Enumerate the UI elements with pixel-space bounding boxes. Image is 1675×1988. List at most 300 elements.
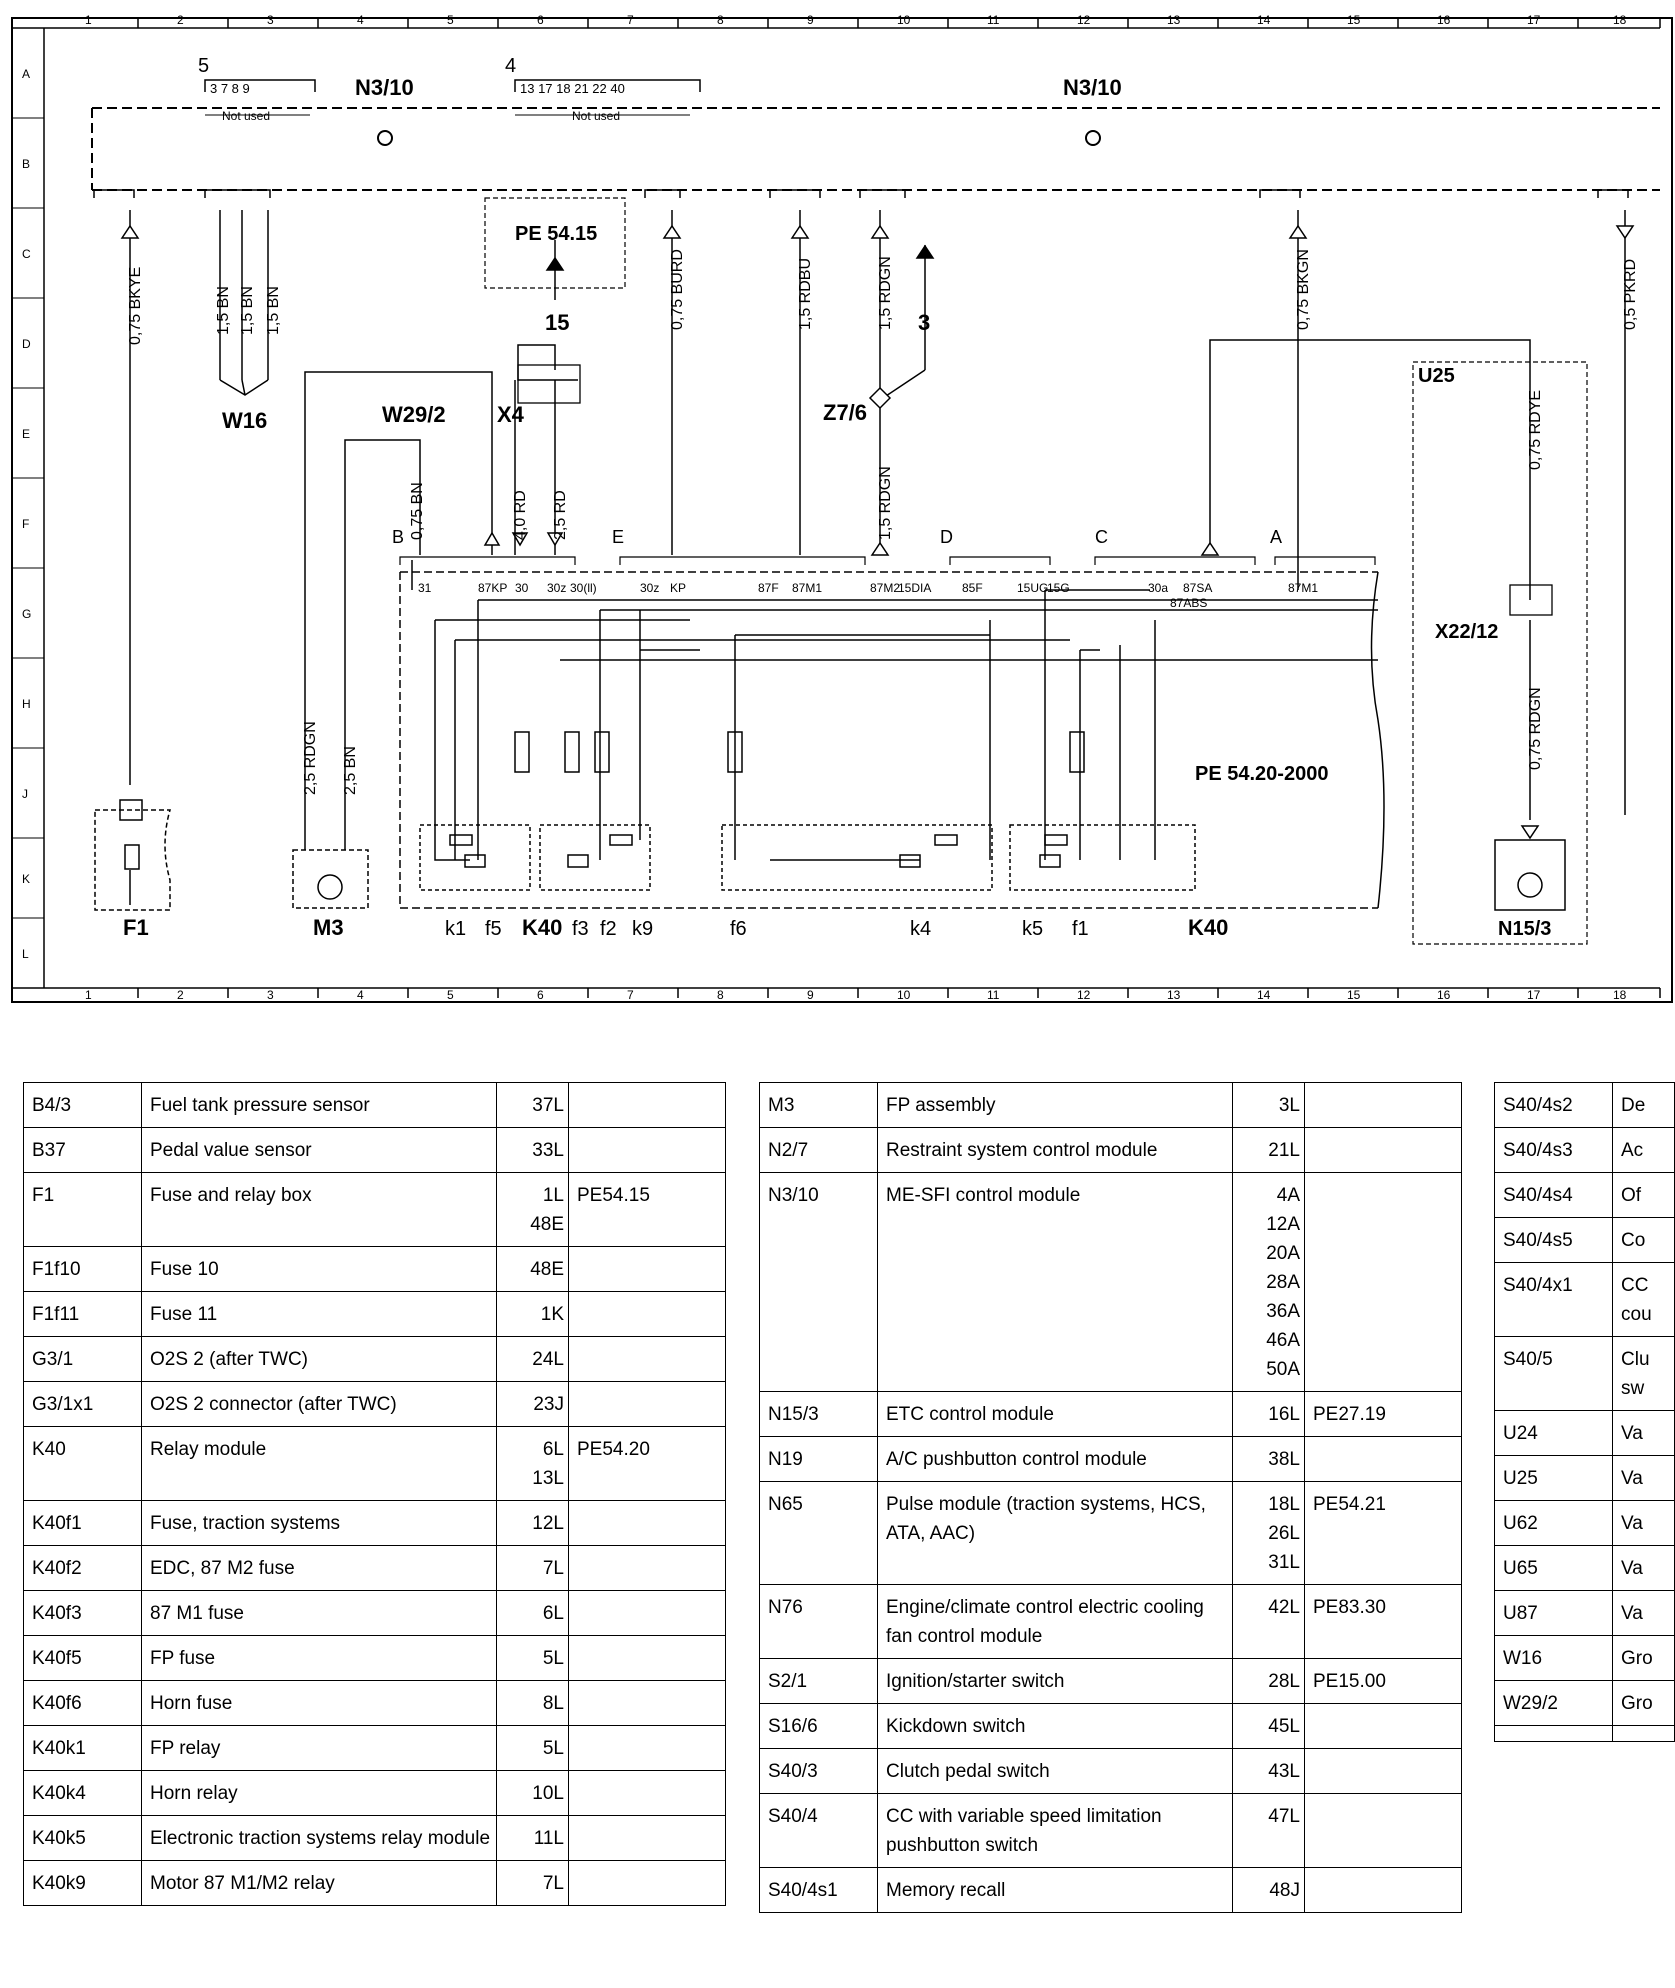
- legend-code: K40: [24, 1427, 142, 1501]
- legend-desc: CC cou: [1613, 1263, 1675, 1337]
- ruler-col-8: 8: [717, 13, 724, 27]
- legend-loc: 23J: [497, 1382, 569, 1427]
- relay-f3: f3: [572, 918, 589, 940]
- legend-row: [24, 1382, 726, 1427]
- conn-letter-e: E: [612, 527, 625, 547]
- legend-row: [1495, 1411, 1675, 1456]
- relay-f2: f2: [600, 918, 617, 940]
- wire-label-w5: 0,75 BURD: [669, 249, 686, 330]
- legend-loc: 21L: [1233, 1128, 1305, 1173]
- legend-code: U87: [1495, 1591, 1613, 1636]
- u25-box: [1413, 362, 1587, 944]
- relay-k4: k4: [910, 918, 932, 940]
- legend-code: K40f6: [24, 1681, 142, 1726]
- legend-loc: 24L: [497, 1337, 569, 1382]
- legend-loc: 4A 12A 20A 28A 36A 46A 50A: [1233, 1173, 1305, 1392]
- wire-label-w3: 1,5 BN: [239, 286, 256, 335]
- legend-code: U25: [1495, 1456, 1613, 1501]
- terminal-t30ll: 30(ll): [570, 581, 597, 595]
- wire-label-w6: 1,5 RDBU: [797, 257, 814, 330]
- terminal-t87f: 87F: [758, 581, 779, 595]
- legend-row: [24, 1861, 726, 1906]
- legend-ref: [1305, 1128, 1462, 1173]
- n3-10-module: [92, 80, 1660, 198]
- legend-desc: O2S 2 (after TWC): [142, 1337, 497, 1382]
- legend-row: [1495, 1726, 1675, 1742]
- legend-loc: 6L: [497, 1591, 569, 1636]
- legend-code: K40k5: [24, 1816, 142, 1861]
- ruler-col-16: 16: [1437, 988, 1451, 1002]
- ruler-col-2: 2: [177, 13, 184, 27]
- legend-row: [1495, 1456, 1675, 1501]
- legend-loc: 12L: [497, 1501, 569, 1546]
- wire-label-w15: 0,75 RDGN: [1527, 687, 1544, 770]
- legend-row: [24, 1591, 726, 1636]
- ruler-row-G: G: [22, 607, 32, 621]
- ruler-col-5: 5: [447, 988, 454, 1002]
- relay-f1: f1: [1072, 918, 1089, 940]
- k40-label-b: K40: [1188, 915, 1229, 940]
- legend-row: [24, 1726, 726, 1771]
- z7-6-label: Z7/6: [823, 400, 868, 425]
- legend-desc: FP fuse: [142, 1636, 497, 1681]
- legend-ref: PE27.19: [1305, 1392, 1462, 1437]
- ruler-col-6: 6: [537, 988, 544, 1002]
- legend-desc: De: [1613, 1083, 1675, 1128]
- w16-label: W16: [222, 408, 268, 433]
- legend-desc: EDC, 87 M2 fuse: [142, 1546, 497, 1591]
- ruler-col-15: 15: [1347, 13, 1361, 27]
- pe-54-15-ref: PE 54.15: [515, 223, 598, 245]
- legend-loc: 5L: [497, 1636, 569, 1681]
- legend-row: [760, 1659, 1462, 1704]
- ruler-row-K: K: [22, 872, 31, 886]
- legend-desc: Horn fuse: [142, 1681, 497, 1726]
- legend-code: K40f1: [24, 1501, 142, 1546]
- legend-loc: 38L: [1233, 1437, 1305, 1482]
- ruler-col-11: 11: [987, 988, 1000, 1002]
- legend-desc: Pulse module (traction systems, HCS, ATA, AAC): [878, 1482, 1233, 1585]
- legend-code: K40f3: [24, 1591, 142, 1636]
- legend-desc: Horn relay: [142, 1771, 497, 1816]
- wiring-diagram: [0, 0, 1648, 1010]
- legend-desc: Fuse 10: [142, 1247, 497, 1292]
- legend-row: [760, 1083, 1462, 1128]
- terminal-t31: 31: [418, 581, 432, 595]
- legend-code: B37: [24, 1128, 142, 1173]
- legend-code: N2/7: [760, 1128, 878, 1173]
- legend-row: [1495, 1591, 1675, 1636]
- legend-code: S40/4x1: [1495, 1263, 1613, 1337]
- legend-ref: [1305, 1173, 1462, 1392]
- legend-row: [760, 1392, 1462, 1437]
- ruler-col-13: 13: [1167, 988, 1181, 1002]
- legend-row: [24, 1501, 726, 1546]
- legend-code: K40f2: [24, 1546, 142, 1591]
- legend-code: S2/1: [760, 1659, 878, 1704]
- legend-row: [24, 1292, 726, 1337]
- ruler-col-10: 10: [897, 13, 911, 27]
- legend-ref: [1305, 1704, 1462, 1749]
- legend-desc: Clutch pedal switch: [878, 1749, 1233, 1794]
- legend-ref: [569, 1382, 726, 1427]
- wire-label-w16: 2,5 RDGN: [302, 721, 319, 795]
- legend-row: [24, 1546, 726, 1591]
- conn-letter-c: C: [1095, 527, 1108, 547]
- f1-fuse-box: [95, 800, 170, 910]
- legend-loc: 1K: [497, 1292, 569, 1337]
- ruler-col-18: 18: [1613, 988, 1627, 1002]
- legend-code: F1f11: [24, 1292, 142, 1337]
- legend-desc: Fuse, traction systems: [142, 1501, 497, 1546]
- terminal-t30a2: 30a: [1148, 581, 1169, 595]
- ruler-col-9: 9: [807, 988, 814, 1002]
- legend-desc: ETC control module: [878, 1392, 1233, 1437]
- legend-row: [1495, 1636, 1675, 1681]
- relay-k1: k1: [445, 918, 467, 940]
- terminal-t87sa: 87SA: [1183, 581, 1213, 595]
- legend-code: S40/4s2: [1495, 1083, 1613, 1128]
- legend-loc: 10L: [497, 1771, 569, 1816]
- legend-row: [760, 1704, 1462, 1749]
- k40-label-a: K40: [522, 915, 563, 940]
- terminal-t30z2: 30z: [640, 581, 660, 595]
- ruler-col-1: 1: [85, 13, 92, 27]
- legend-code: N65: [760, 1482, 878, 1585]
- legend-desc: [1613, 1726, 1675, 1742]
- ruler-col-4: 4: [357, 988, 364, 1002]
- legend-ref: [569, 1247, 726, 1292]
- legend-desc: 87 M1 fuse: [142, 1591, 497, 1636]
- legend-ref: PE54.21: [1305, 1482, 1462, 1585]
- ruler-col-16: 16: [1437, 13, 1451, 27]
- legend-ref: [569, 1726, 726, 1771]
- legend-code: S40/4s3: [1495, 1128, 1613, 1173]
- legend-desc: Restraint system control module: [878, 1128, 1233, 1173]
- legend-table-1: [23, 1082, 726, 1906]
- pin-group-2: 13 17 18 21 22 40: [520, 81, 625, 96]
- terminal-t85f: 85F: [962, 581, 983, 595]
- legend-row: [1495, 1546, 1675, 1591]
- legend-desc: Va: [1613, 1456, 1675, 1501]
- legend-loc: 6L 13L: [497, 1427, 569, 1501]
- legend-code: G3/1x1: [24, 1382, 142, 1427]
- legend-ref: [1305, 1437, 1462, 1482]
- legend-row: [24, 1636, 726, 1681]
- wire-label-w9: 0,5 PKRD: [1622, 258, 1639, 330]
- legend-code: W29/2: [1495, 1681, 1613, 1726]
- legend-row: [24, 1128, 726, 1173]
- legend-row: [760, 1794, 1462, 1868]
- legend-code: F1: [24, 1173, 142, 1247]
- wire-label-w8: 0,75 BKGN: [1295, 249, 1312, 330]
- legend-desc: Ignition/starter switch: [878, 1659, 1233, 1704]
- legend-code: N3/10: [760, 1173, 878, 1392]
- ruler-col-4: 4: [357, 13, 364, 27]
- legend-loc: 1L 48E: [497, 1173, 569, 1247]
- ruler-col-3: 3: [267, 988, 274, 1002]
- ruler-col-10: 10: [897, 988, 911, 1002]
- f1-label: F1: [123, 915, 149, 940]
- legend-desc: Relay module: [142, 1427, 497, 1501]
- relay-k9: k9: [632, 918, 654, 940]
- x22-12-connector: [1510, 585, 1552, 615]
- legend-code: U62: [1495, 1501, 1613, 1546]
- terminal-t30z: 30z: [547, 581, 567, 595]
- ruler-row-C: C: [22, 247, 31, 261]
- ruler-row-D: D: [22, 337, 31, 351]
- pin-group-1: 3 7 8 9: [210, 81, 250, 96]
- legend-code: N19: [760, 1437, 878, 1482]
- m3-label: M3: [313, 915, 344, 940]
- conn-letter-b: B: [392, 527, 405, 547]
- wire-label-w12: 2,5 RD: [552, 490, 569, 540]
- connector-5-top: 5: [198, 55, 210, 77]
- ruler-col-17: 17: [1527, 13, 1541, 27]
- relay-k5: k5: [1022, 918, 1044, 940]
- ruler-row-L: L: [22, 947, 29, 961]
- legend-row: [1495, 1501, 1675, 1546]
- legend-loc: 7L: [497, 1861, 569, 1906]
- legend-desc: ME-SFI control module: [878, 1173, 1233, 1392]
- legend-ref: [569, 1546, 726, 1591]
- conn-letter-a: A: [1270, 527, 1283, 547]
- ruler-row-E: E: [22, 427, 31, 441]
- legend-desc: A/C pushbutton control module: [878, 1437, 1233, 1482]
- legend-desc: Va: [1613, 1591, 1675, 1636]
- terminal-t15g: 15G: [1047, 581, 1070, 595]
- legend-code: F1f10: [24, 1247, 142, 1292]
- legend-code: K40k9: [24, 1861, 142, 1906]
- legend-row: [24, 1247, 726, 1292]
- legend-loc: 37L: [497, 1083, 569, 1128]
- legend-desc: Engine/climate control electric cooling fan control module: [878, 1585, 1233, 1659]
- wire-label-w2: 1,5 BN: [215, 286, 232, 335]
- n15-3-label: N15/3: [1498, 918, 1552, 940]
- ruler-row-A: A: [22, 67, 31, 81]
- ruler-row-J: J: [22, 787, 28, 801]
- legend-loc: 11L: [497, 1816, 569, 1861]
- legend-ref: [569, 1681, 726, 1726]
- legend-loc: 5L: [497, 1726, 569, 1771]
- legend-code: S16/6: [760, 1704, 878, 1749]
- legend-row: [1495, 1263, 1675, 1337]
- ruler-col-12: 12: [1077, 13, 1091, 27]
- legend-code: W16: [1495, 1636, 1613, 1681]
- legend-desc: Electronic traction systems relay module: [142, 1816, 497, 1861]
- ruler-col-3: 3: [267, 13, 274, 27]
- legend-ref: [1305, 1083, 1462, 1128]
- legend-desc: Va: [1613, 1501, 1675, 1546]
- legend-table-2: [759, 1082, 1462, 1913]
- legend-code: S40/4s1: [760, 1868, 878, 1913]
- ruler-col-15: 15: [1347, 988, 1361, 1002]
- grid-ruler: [12, 18, 1672, 1002]
- legend-loc: 43L: [1233, 1749, 1305, 1794]
- legend-ref: [569, 1083, 726, 1128]
- wire-label-w14: 0,75 RDYE: [1527, 389, 1544, 470]
- ruler-col-5: 5: [447, 13, 454, 27]
- m3-motor: [293, 800, 368, 908]
- legend-code: S40/4s5: [1495, 1218, 1613, 1263]
- legend-desc: Gro: [1613, 1681, 1675, 1726]
- k40-relay-module: [400, 572, 1384, 908]
- ruler-col-6: 6: [537, 13, 544, 27]
- legend-row: [760, 1868, 1462, 1913]
- legend-row: [24, 1083, 726, 1128]
- legend-desc: Va: [1613, 1546, 1675, 1591]
- legend-ref: [569, 1816, 726, 1861]
- legend-ref: [569, 1337, 726, 1382]
- legend-loc: 28L: [1233, 1659, 1305, 1704]
- legend-desc: Co: [1613, 1218, 1675, 1263]
- legend-ref: PE54.15: [569, 1173, 726, 1247]
- w29-2-label: W29/2: [382, 402, 446, 427]
- wire-label-w7: 1,5 RDGN: [877, 256, 894, 330]
- terminal-t87kp: 87KP: [478, 581, 508, 595]
- ruler-col-17: 17: [1527, 988, 1541, 1002]
- legend-code: S40/4s4: [1495, 1173, 1613, 1218]
- ruler-col-18: 18: [1613, 13, 1627, 27]
- terminal-t87m1b: 87M1: [1288, 581, 1319, 595]
- k40-connector-headers: [400, 557, 1375, 565]
- conn-letter-d: D: [940, 527, 953, 547]
- legend-desc: O2S 2 connector (after TWC): [142, 1382, 497, 1427]
- legend-loc: 7L: [497, 1546, 569, 1591]
- wire-label-w11: 4,0 RD: [512, 490, 529, 540]
- n3-10-label-left: N3/10: [355, 75, 414, 100]
- legend-ref: [1305, 1794, 1462, 1868]
- legend-loc: 48E: [497, 1247, 569, 1292]
- legend-code: N15/3: [760, 1392, 878, 1437]
- legend-desc: Memory recall: [878, 1868, 1233, 1913]
- relay-f5: f5: [485, 918, 502, 940]
- legend-code: K40f5: [24, 1636, 142, 1681]
- ruler-col-11: 11: [987, 13, 1000, 27]
- legend-desc: Motor 87 M1/M2 relay: [142, 1861, 497, 1906]
- legend-loc: 3L: [1233, 1083, 1305, 1128]
- terminal-tkp: KP: [670, 581, 687, 595]
- signal-3: 3: [918, 310, 931, 335]
- pe-54-20-ref: PE 54.20-2000: [1195, 763, 1329, 785]
- legend-ref: [569, 1292, 726, 1337]
- legend-code: S40/3: [760, 1749, 878, 1794]
- x22-12-label: X22/12: [1435, 621, 1499, 643]
- ruler-col-13: 13: [1167, 13, 1181, 27]
- legend-row: [24, 1771, 726, 1816]
- legend-desc: Kickdown switch: [878, 1704, 1233, 1749]
- ruler-col-12: 12: [1077, 988, 1091, 1002]
- legend-row: [1495, 1218, 1675, 1263]
- legend-desc: Fuse 11: [142, 1292, 497, 1337]
- terminal-t30a: 30: [515, 581, 529, 595]
- legend-ref: [1305, 1749, 1462, 1794]
- terminal-t87abs: 87ABS: [1170, 596, 1208, 610]
- legend-row: [760, 1585, 1462, 1659]
- legend-code: M3: [760, 1083, 878, 1128]
- u25-label: U25: [1418, 365, 1455, 387]
- legend-row: [1495, 1083, 1675, 1128]
- legend-ref: [569, 1128, 726, 1173]
- legend-ref: [569, 1771, 726, 1816]
- legend-desc: CC with variable speed limitation pushbutton switch: [878, 1794, 1233, 1868]
- ruler-col-7: 7: [627, 13, 634, 27]
- legend-desc: Pedal value sensor: [142, 1128, 497, 1173]
- x4-label: X4: [497, 402, 524, 427]
- legend-row: [1495, 1337, 1675, 1411]
- legend-row: [24, 1427, 726, 1501]
- legend-desc: Fuse and relay box: [142, 1173, 497, 1247]
- legend-ref: PE54.20: [569, 1427, 726, 1501]
- legend-row: [24, 1173, 726, 1247]
- legend-code: K40k1: [24, 1726, 142, 1771]
- legend-row: [1495, 1173, 1675, 1218]
- ruler-row-H: H: [22, 697, 31, 711]
- legend-loc: 42L: [1233, 1585, 1305, 1659]
- n15-3-box: [1495, 840, 1565, 910]
- wire-label-w17: 2,5 BN: [342, 746, 359, 795]
- ruler-col-7: 7: [627, 988, 634, 1002]
- legend-desc: FP relay: [142, 1726, 497, 1771]
- legend-loc: 47L: [1233, 1794, 1305, 1868]
- legend-ref: [569, 1861, 726, 1906]
- ruler-col-1: 1: [85, 988, 92, 1002]
- legend-desc: Fuel tank pressure sensor: [142, 1083, 497, 1128]
- legend-code: K40k4: [24, 1771, 142, 1816]
- n15-3-icon: [1518, 873, 1542, 897]
- legend-loc: 45L: [1233, 1704, 1305, 1749]
- legend-row: [760, 1482, 1462, 1585]
- legend-ref: [569, 1501, 726, 1546]
- legend-row: [24, 1337, 726, 1382]
- legend-loc: 48J: [1233, 1868, 1305, 1913]
- legend-code: U24: [1495, 1411, 1613, 1456]
- wire-label-w1: 0,75 BKYE: [127, 266, 144, 345]
- wire-label-w10: 0,75 BN: [409, 482, 426, 540]
- legend-code: G3/1: [24, 1337, 142, 1382]
- legend-code: S40/4: [760, 1794, 878, 1868]
- legend-row: [760, 1128, 1462, 1173]
- legend-loc: 18L 26L 31L: [1233, 1482, 1305, 1585]
- legend-row: [760, 1437, 1462, 1482]
- terminal-t87m2: 87M2: [870, 581, 901, 595]
- ruler-col-14: 14: [1257, 13, 1271, 27]
- ruler-col-14: 14: [1257, 988, 1271, 1002]
- wire-label-w13: 1,5 RDGN: [877, 466, 894, 540]
- legend-loc: 8L: [497, 1681, 569, 1726]
- not-used-label-2: Not used: [572, 109, 621, 123]
- z7-6-node: [870, 388, 890, 408]
- ruler-col-9: 9: [807, 13, 814, 27]
- terminal-t15ug: 15UG: [1017, 581, 1049, 595]
- legend-desc: Va: [1613, 1411, 1675, 1456]
- legend-desc: Gro: [1613, 1636, 1675, 1681]
- ruler-row-F: F: [22, 517, 30, 531]
- legend-row: [1495, 1681, 1675, 1726]
- legend-code: U65: [1495, 1546, 1613, 1591]
- legend-ref: [1305, 1868, 1462, 1913]
- not-used-label-1: Not used: [222, 109, 271, 123]
- relay-f6: f6: [730, 918, 747, 940]
- legend-loc: 16L: [1233, 1392, 1305, 1437]
- x4-terminal: [518, 365, 580, 403]
- terminal-t15dia: 15DIA: [898, 581, 932, 595]
- legend-row: [760, 1749, 1462, 1794]
- n3-10-label-right: N3/10: [1063, 75, 1122, 100]
- legend-code: N76: [760, 1585, 878, 1659]
- legend-loc: 33L: [497, 1128, 569, 1173]
- legend-ref: PE15.00: [1305, 1659, 1462, 1704]
